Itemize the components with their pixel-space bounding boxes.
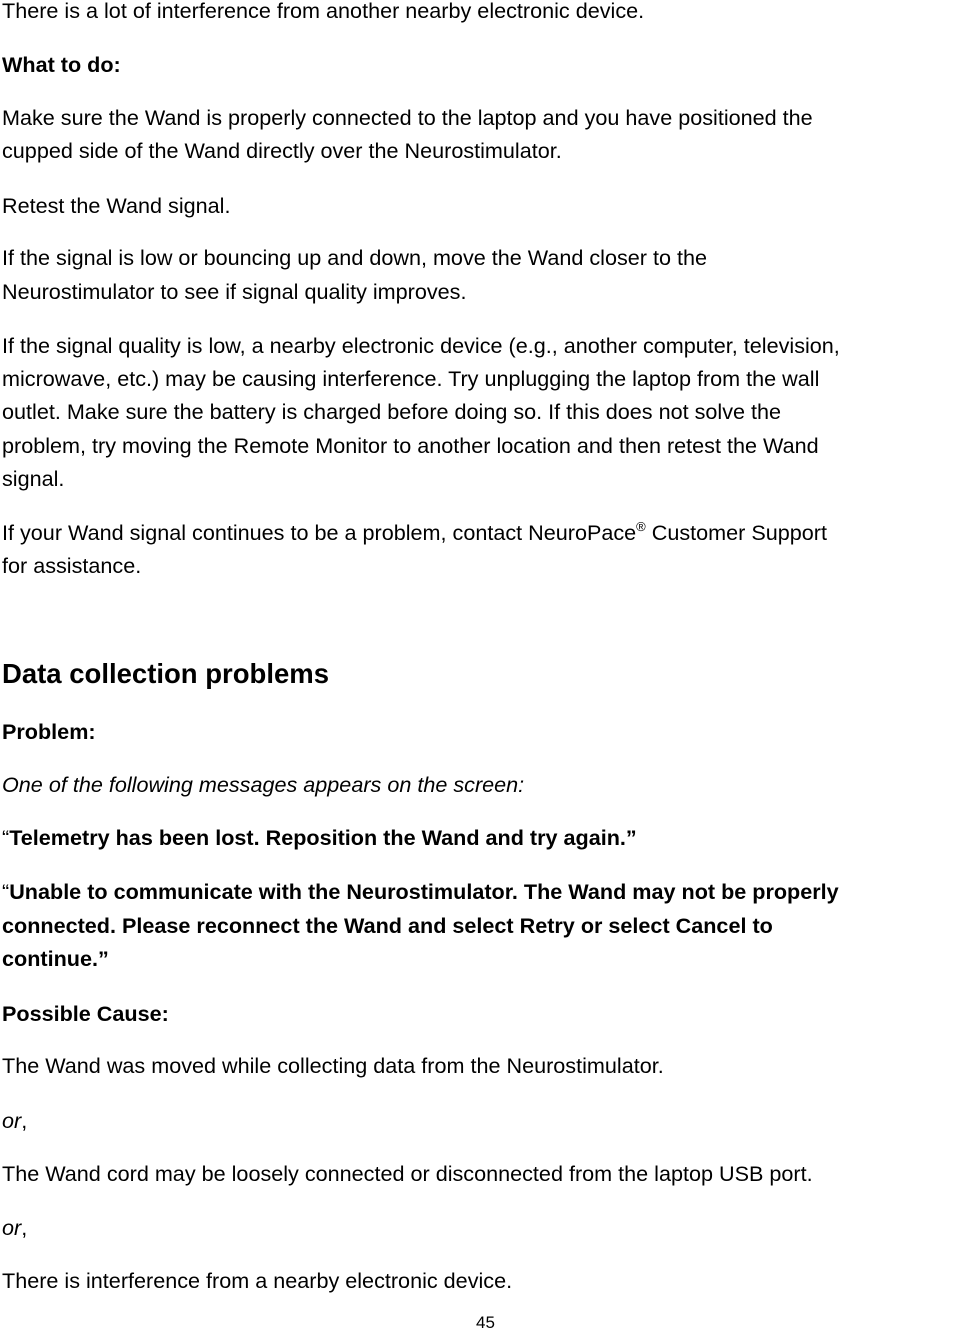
text-line: Neurostimulator to see if signal quality improves. (2, 279, 467, 304)
text-line: problem, try moving the Remote Monitor to another location and then retest the Wand (2, 433, 819, 458)
problem-label: Problem: (2, 719, 96, 744)
section-heading: Data collection problems (2, 658, 330, 689)
message-line: continue.” (2, 946, 109, 971)
text-line (2, 516, 827, 549)
intro-line: One of the following messages appears on the screen: (2, 772, 525, 797)
message-line: connected. Please reconnect the Wand and select Retry or select Cancel to (2, 913, 773, 938)
text-line: cupped side of the Wand directly over the Neurostimulator. (2, 138, 562, 163)
text-line: If the signal is low or bouncing up and down, move the Wand closer to the (2, 245, 708, 270)
or-comma: , (21, 1108, 28, 1133)
or-line (2, 1211, 27, 1244)
text-line: outlet. Make sure the battery is charged before doing so. If this does not solve the (2, 399, 782, 424)
or-comma: , (21, 1215, 28, 1240)
cause-label: Possible Cause: (2, 1001, 169, 1026)
text-line: Make sure the Wand is properly connected to the laptop and you have positioned the (2, 105, 813, 130)
what-to-do-heading: What to do: (2, 52, 121, 77)
message-text: Unable to communicate with the Neurostimulator. The Wand may not be properly (9, 879, 839, 904)
text-line: If the signal quality is low, a nearby electronic device (e.g., another computer, television, (2, 333, 840, 358)
text-line: signal. (2, 466, 65, 491)
text-line: The Wand cord may be loosely connected or disconnected from the laptop USB port. (2, 1161, 813, 1186)
open-quote: “ (2, 825, 10, 850)
text-line: There is a lot of interference from another nearby electronic device. (2, 0, 645, 23)
message-text: Telemetry has been lost. Reposition the Wand and try again.” (9, 825, 637, 850)
message-line (2, 875, 839, 908)
text-line: microwave, etc.) may be causing interference. Try unplugging the laptop from the wall (2, 366, 820, 391)
message-line (2, 821, 637, 854)
or-word: or (2, 1108, 22, 1133)
text-span: Customer Support (645, 520, 827, 545)
page-number: 45 (476, 1313, 495, 1332)
text-line: The Wand was moved while collecting data from the Neurostimulator. (2, 1053, 664, 1078)
open-quote: “ (2, 879, 10, 904)
registered-mark: ® (636, 519, 646, 534)
or-line (2, 1104, 27, 1137)
or-word: or (2, 1215, 22, 1240)
text-line: There is interference from a nearby electronic device. (2, 1268, 513, 1293)
text-line: for assistance. (2, 553, 142, 578)
text-span: If your Wand signal continues to be a problem, contact NeuroPace (2, 520, 637, 545)
text-line: Retest the Wand signal. (2, 193, 231, 218)
